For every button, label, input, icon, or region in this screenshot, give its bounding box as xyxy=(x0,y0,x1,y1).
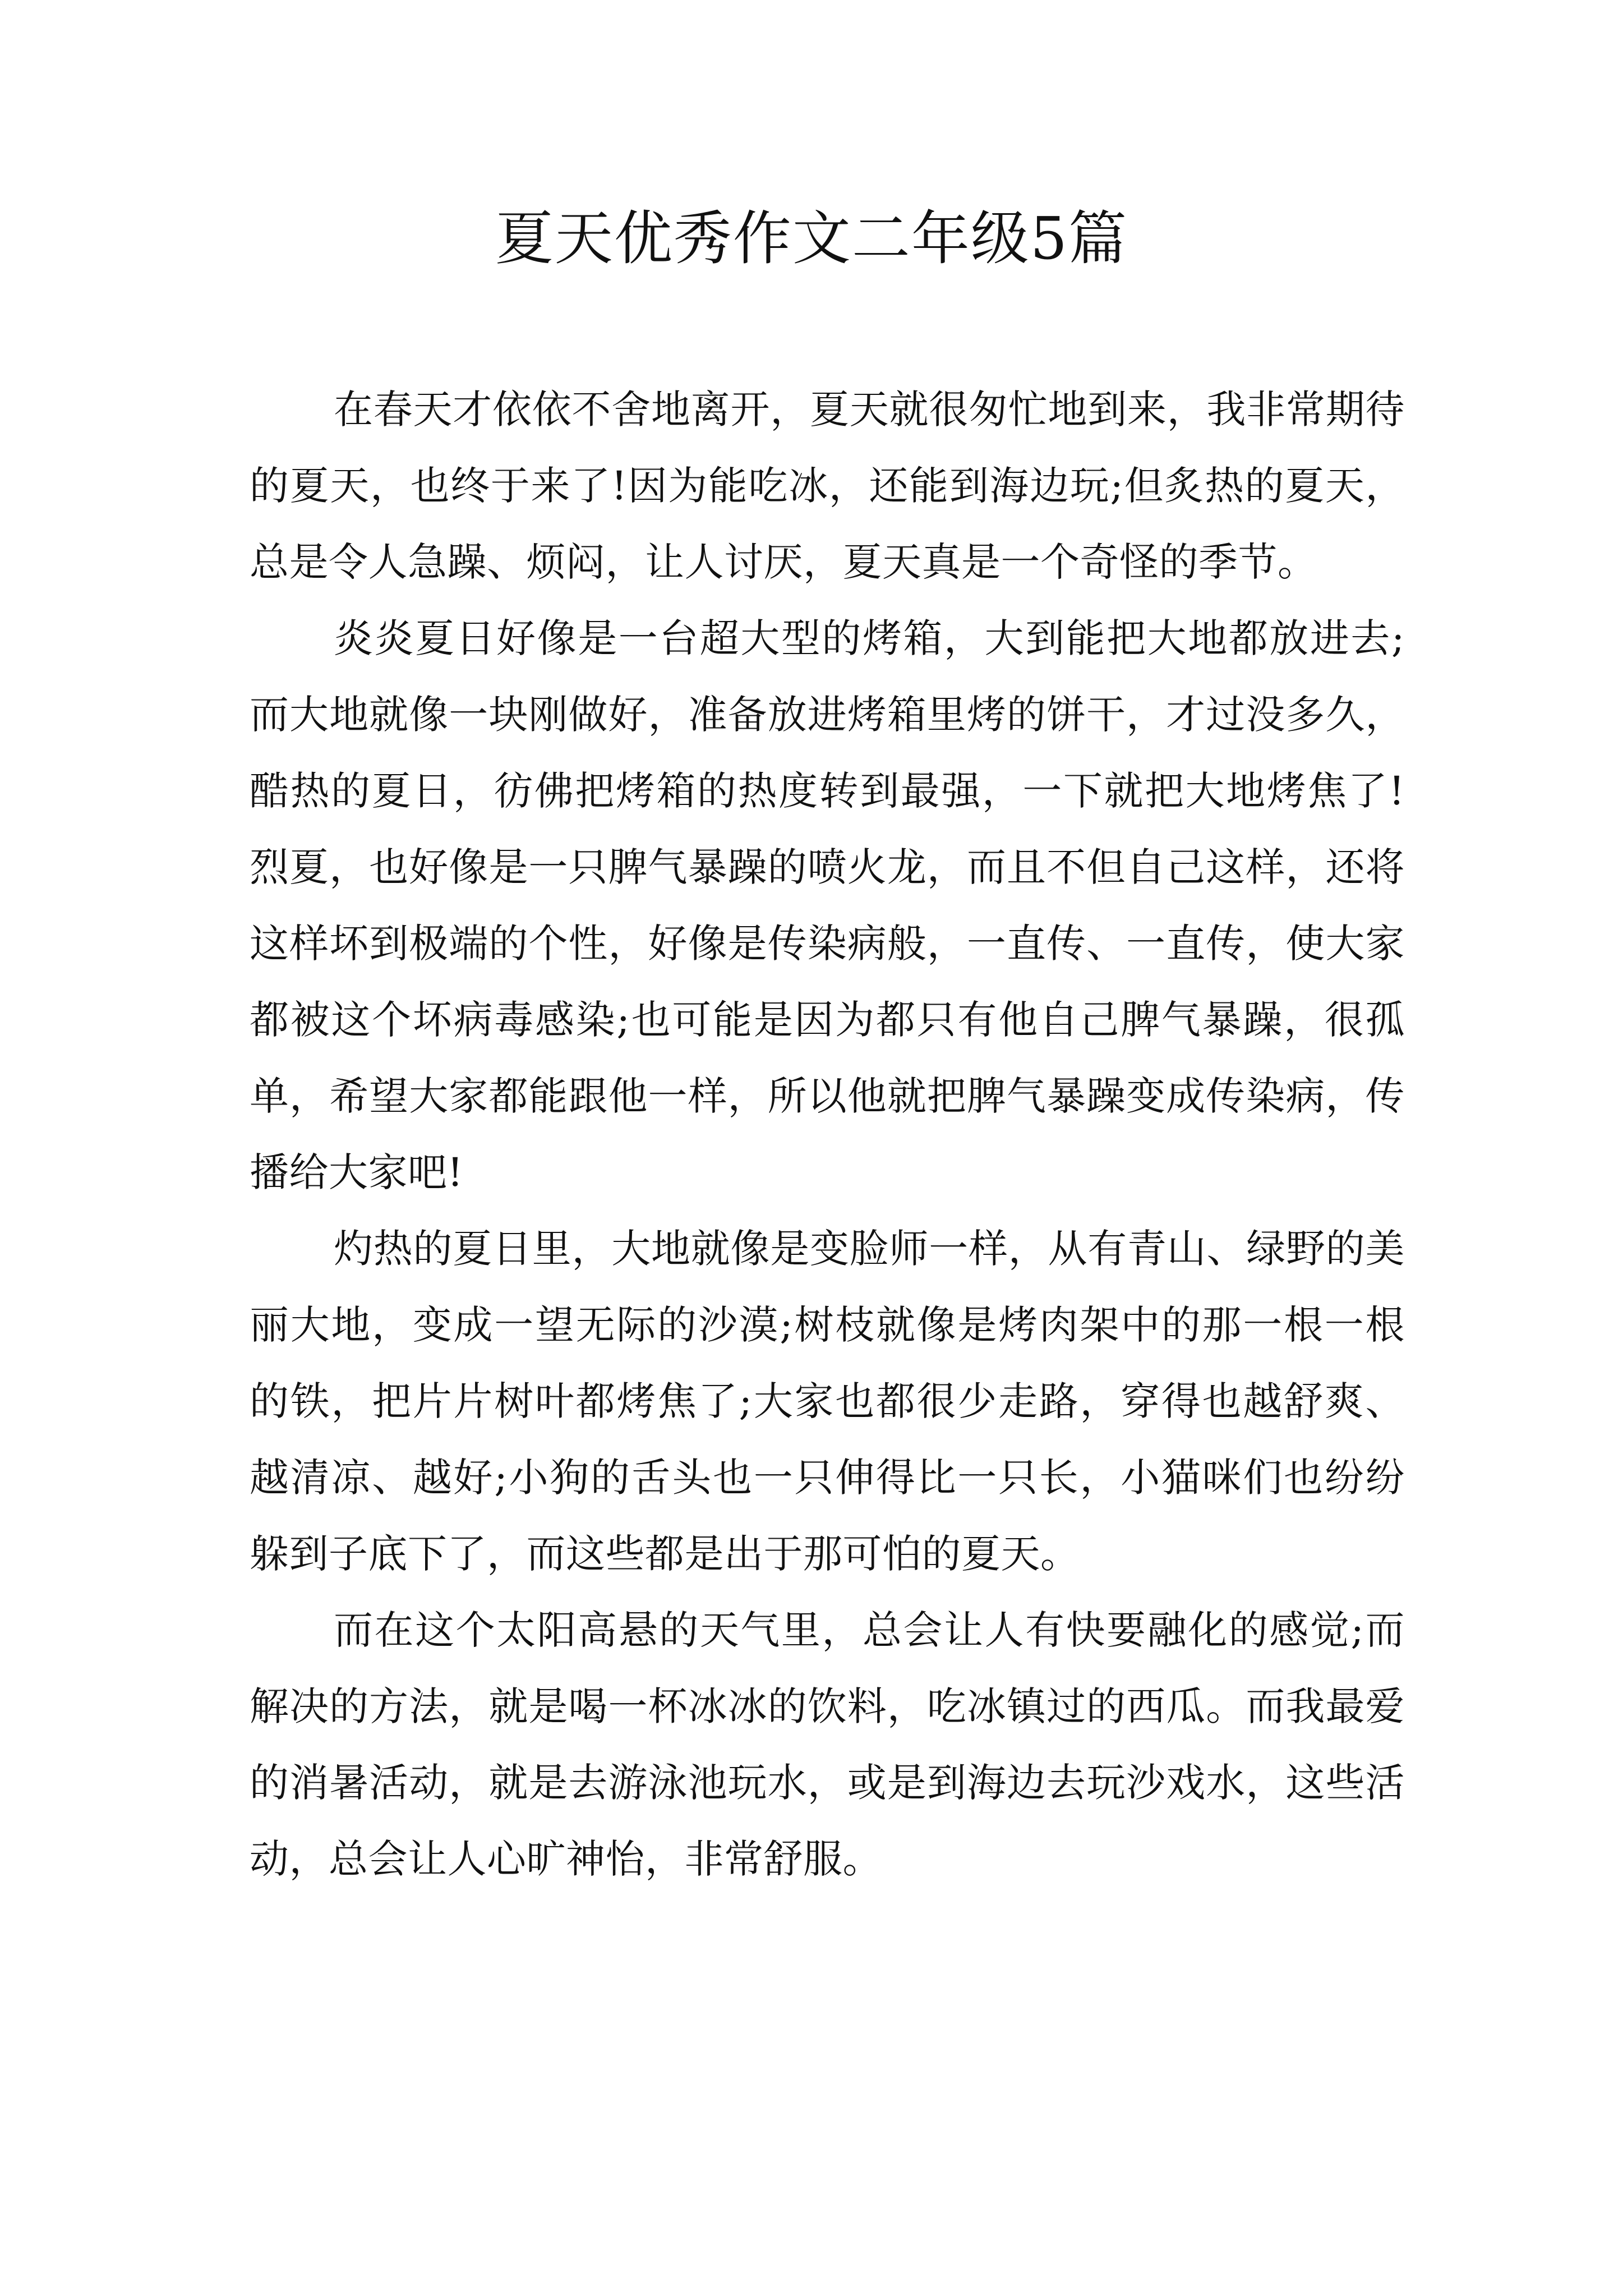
paragraph-3: 灼热的夏日里，大地就像是变脸师一样，从有青山、绿野的美丽大地，变成一望无际的沙漠;树枝就像是烤肉架中的那一根一根的铁，把片片树叶都烤焦了;大家也都很少走路，穿得也越舒爽、越清凉、越好;小狗的舌头也一只伸得比一只长，小猫咪们也纷纷躲到子底下了，而这些都是出于那可怕的夏天。 xyxy=(250,1226,1405,1577)
paragraph-1: 在春天才依依不舍地离开，夏天就很匆忙地到来，我非常期待的夏天，也终于来了!因为能吃冰，还能到海边玩;但炙热的夏天，总是令人急躁、烦闷，让人讨厌，夏天真是一个奇怪的季节。 xyxy=(250,386,1405,585)
paragraph-4: 而在这个太阳高悬的天气里，总会让人有快要融化的感觉;而解决的方法，就是喝一杯冰冰的饮料，吃冰镇过的西瓜。而我最爱的消暑活动，就是去游泳池玩水，或是到海边去玩沙戏水，这些活动，总会让人心旷神怡，非常舒服。 xyxy=(250,1607,1405,1882)
document-body xyxy=(250,371,1405,1897)
paragraph-2: 炎炎夏日好像是一台超大型的烤箱，大到能把大地都放进去;而大地就像一块刚做好，准备放进烤箱里烤的饼干，才过没多久，酷热的夏日，彷佛把烤箱的热度转到最强，一下就把大地烤焦了!烈夏，也好像是一只脾气暴躁的喷火龙，而且不但自己这样，还将这样坏到极端的个性，好像是传染病般，一直传、一直传，使大家都被这个坏病毒感染;也可能是因为都只有他自己脾气暴躁，很孤单，希望大家都能跟他一样，所以他就把脾气暴躁变成传染病，传播给大家吧! xyxy=(250,615,1405,1195)
document-title: 夏天优秀作文二年级5篇 xyxy=(495,204,1128,273)
